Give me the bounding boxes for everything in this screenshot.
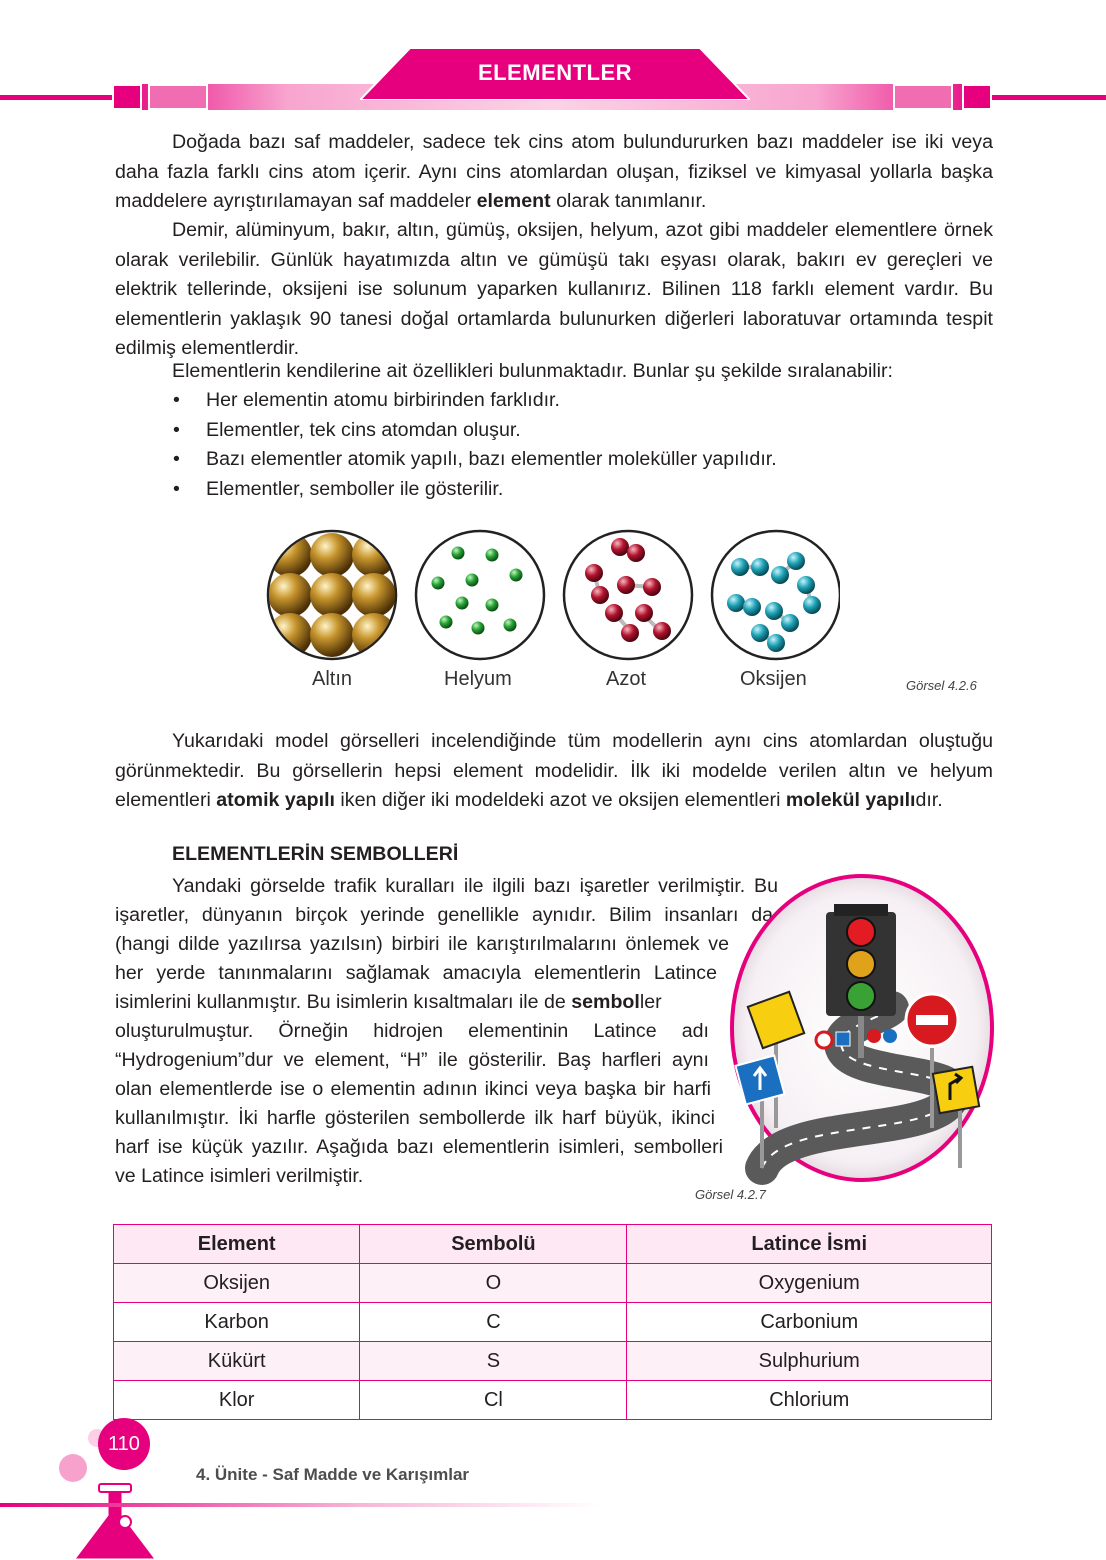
nitrogen-model [564, 531, 692, 659]
cell-latin: Sulphurium [627, 1342, 992, 1381]
text-line: “Hydrogenium”dur ve element, “H” ile gösterilir. Baş harfleri aynı [115, 1049, 709, 1071]
cell-latin: Carbonium [627, 1303, 992, 1342]
paragraph-intro: Doğada bazı saf maddeler, sadece tek cins atom bulundururken bazı maddeler ise iki veya daha fazla farklı cins atom içerir. Aynı cins atomlardan oluşan, fiziksel ve kimyasal yollarla başka maddelere ayrıştırılamayan saf maddeler element olarak tanımlanır. [115, 131, 993, 212]
cell-symbol: C [360, 1303, 627, 1342]
label-gold: Altın [312, 668, 353, 690]
text-line: isimlerini kullanmıştır. Bu isimlerin kısaltmaları ile de semboller [115, 991, 662, 1013]
cell-element: Karbon [114, 1303, 360, 1342]
mandatory-sign-icon [883, 1029, 897, 1043]
text-line: harf ise küçük yazılır. Aşağıda bazı elementlerin isimleri, sembolleri [115, 1136, 723, 1158]
unit-title: 4. Ünite - Saf Madde ve Karışımlar [196, 1465, 470, 1484]
oxygen-model [712, 531, 840, 659]
traffic-signs-figure [722, 868, 1002, 1188]
column-header: Element [114, 1225, 360, 1264]
column-header: Sembolü [360, 1225, 627, 1264]
text-line: Yandaki görselde trafik kuralları ile ilgili bazı işaretler verilmiştir. Bu [172, 875, 778, 897]
info-sign-icon [836, 1032, 850, 1046]
text-line: işaretler, dünyanın birçok yerinde genellikle aynıdır. Bilim insanları da [115, 904, 773, 926]
column-header: Latince İsmi [627, 1225, 992, 1264]
header-square [893, 84, 953, 110]
gold-model [268, 531, 396, 659]
text-line: olan elementlerde ise o elementin adının ikinci veya başka bir harfi [115, 1078, 711, 1100]
cell-element: Klor [114, 1381, 360, 1420]
cell-element: Oksijen [114, 1264, 360, 1303]
figure-caption: Görsel 4.2.6 [906, 678, 977, 693]
cell-symbol: Cl [360, 1381, 627, 1420]
text-line: ve Latince isimleri verilmiştir. [115, 1165, 364, 1187]
list-item: • Elementler, tek cins atomdan oluşur. [173, 419, 521, 441]
cell-latin: Oxygenium [627, 1264, 992, 1303]
cell-symbol: S [360, 1342, 627, 1381]
paragraph-properties: Elementlerin kendilerine ait özellikleri bulunmaktadır. Bunlar şu şekilde sıralanabilir: [172, 360, 893, 382]
bold-term: element [476, 190, 551, 212]
footer-rule [0, 1503, 600, 1507]
list-item: • Her elementin atomu birbirinden farklıdır. [173, 389, 560, 411]
table-row [114, 1342, 992, 1381]
cell-element: Kükürt [114, 1342, 360, 1381]
stop-sign-icon [867, 1029, 881, 1043]
text-line: oluşturulmuştur. Örneğin hidrojen elementinin Latince adı [115, 1020, 709, 1042]
element-models-figure [260, 525, 840, 670]
label-nitrogen: Azot [606, 668, 647, 690]
label-oxygen: Oksijen [740, 668, 807, 690]
text-line: her yerde tanınmalarını sağlamak amacıyla elementlerin Latince [115, 962, 717, 984]
header-square [148, 84, 208, 110]
helium-model [416, 531, 544, 659]
cell-latin: Chlorium [627, 1381, 992, 1420]
cell-symbol: O [360, 1264, 627, 1303]
paragraph-examples: Demir, alüminyum, bakır, altın, gümüş, oksijen, helyum, azot gibi maddeler elementlere örnek olarak verilebilir. Günlük hayatımızda altın ve gümüşü takı eşyası olarak, bakırı ev gereçleri ve elektrik tellerinde, oksijeni ise solunum yaparken kullanırız. Bilinen 118 farklı element vardır. Bu elementlerin yaklaşık 90 tanesi doğal ortamlarda bulunurken diğerleri laboratuvar ortamında tespit edilmiş elementlerdir. [115, 219, 993, 359]
label-helium: Helyum [444, 668, 512, 690]
text-line: (hangi dilde yazılırsa yazılsın) birbiri ile karıştırılmalarını önlemek ve [115, 933, 729, 955]
table-row [114, 1264, 992, 1303]
table-row [114, 1381, 992, 1420]
elements-table [113, 1224, 992, 1420]
section-heading: ELEMENTLERİN SEMBOLLERİ [172, 843, 459, 865]
header-square [962, 84, 992, 110]
page-number: 110 [98, 1418, 150, 1470]
no-parking-sign-icon [816, 1032, 832, 1048]
table-header-row [114, 1225, 992, 1264]
list-item: • Bazı elementler atomik yapılı, bazı elementler moleküller yapılıdır. [173, 448, 777, 470]
figure-caption: Görsel 4.2.7 [695, 1187, 766, 1202]
table-row [114, 1303, 992, 1342]
page-title: ELEMENTLER [477, 60, 633, 85]
list-item: • Elementler, semboller ile gösterilir. [173, 478, 504, 500]
paragraph-models: Yukarıdaki model görselleri incelendiğinde tüm modellerin aynı cins atomlardan oluştuğu görünmektedir. Bu görsellerin hepsi element modelidir. İlk iki modelde verilen altın ve helyum elementleri atomik yapılı iken diğer iki modeldeki azot ve oksijen elementleri molekül yapılıdır. [115, 730, 993, 811]
text-line: kullanılmıştır. İki harfle gösterilen sembollerde ilk harf büyük, ikinci [115, 1107, 715, 1129]
header-square [112, 84, 142, 110]
